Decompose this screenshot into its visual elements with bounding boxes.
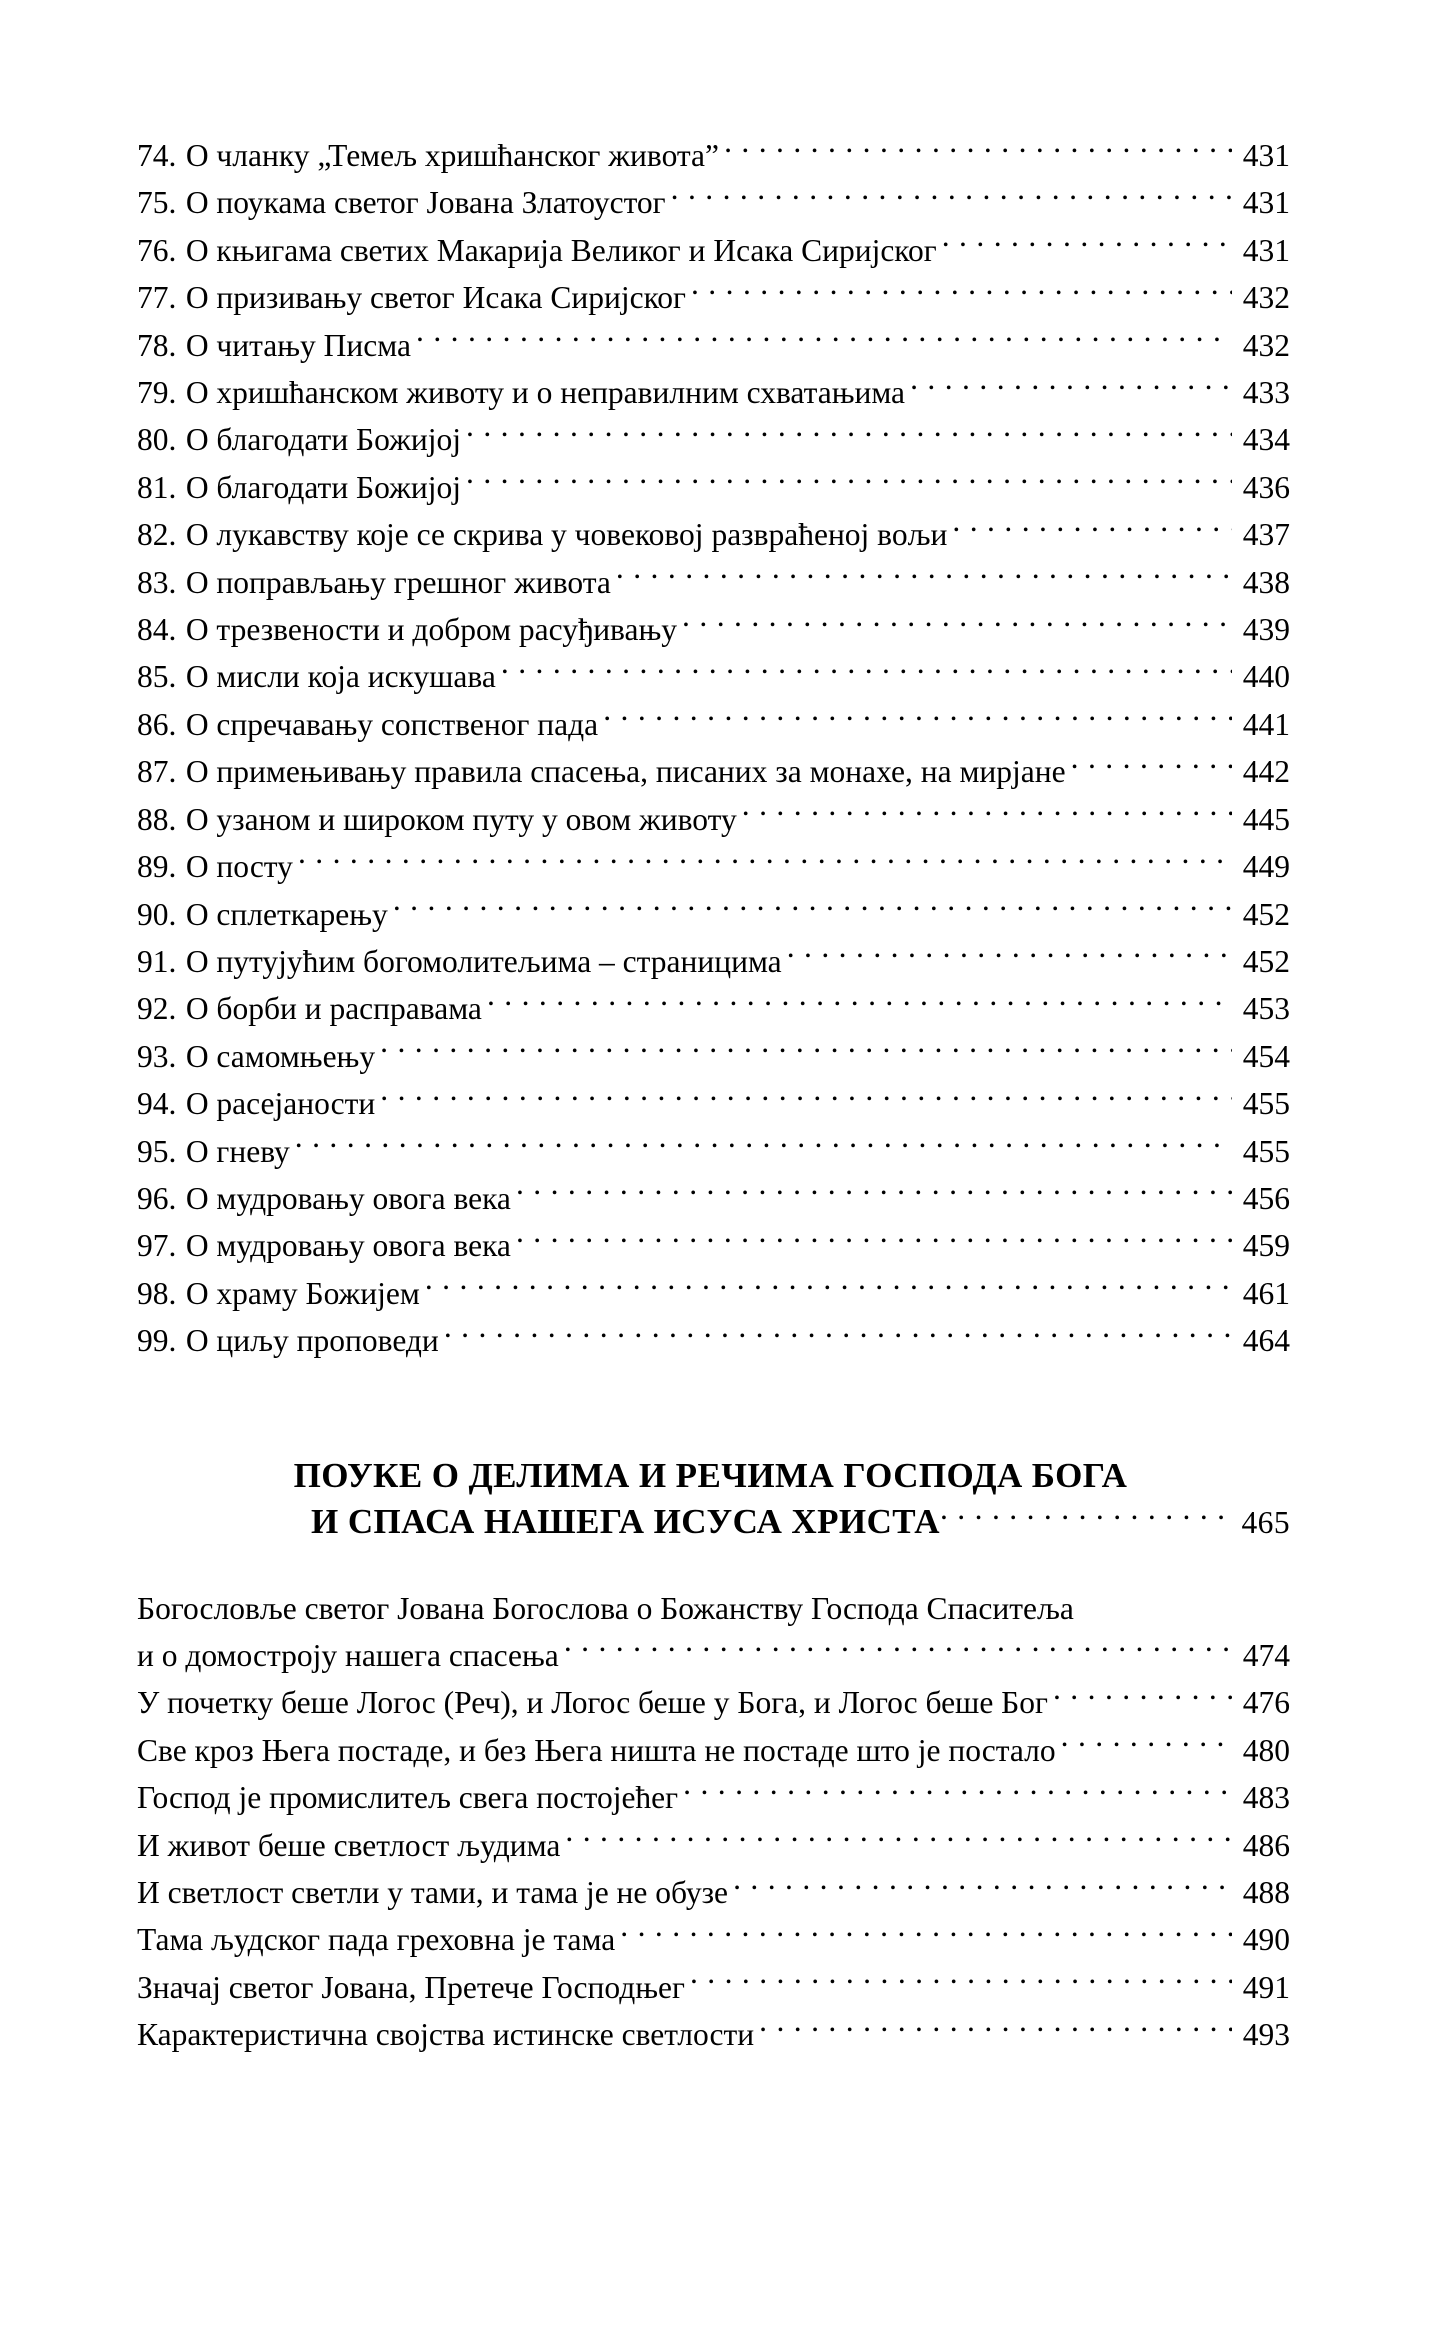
toc-entry-number: 78. <box>137 327 177 363</box>
toc-entry-number: 80. <box>137 422 177 458</box>
toc-entry-title: Све кроз Њега постаде, и без Њега ништа не постаде што је постало <box>137 1732 1056 1768</box>
toc-entry-page-number: 452 <box>1242 896 1290 932</box>
toc-entry-number: 93. <box>137 1038 177 1074</box>
toc-entry-title: О хришћанском животу и о неправилним схватањима <box>185 375 906 411</box>
toc-entry-title: И живот беше светлост људима <box>137 1827 561 1863</box>
leader-dots <box>416 324 1232 356</box>
toc-entry-title: и о домостроју нашега спасења <box>137 1637 559 1673</box>
toc-entry-page-number: 432 <box>1242 280 1290 316</box>
leader-dots <box>380 1083 1232 1115</box>
toc-entry <box>137 132 1290 179</box>
toc-entry-page-number: 488 <box>1242 1875 1290 1910</box>
toc-entry-number: 91. <box>137 943 177 979</box>
toc-entry <box>137 1822 1290 1869</box>
leader-dots <box>691 277 1232 309</box>
toc-entry <box>137 1222 1290 1269</box>
toc-entry <box>137 1679 1290 1726</box>
toc-entry-page-number: 445 <box>1242 801 1290 837</box>
leader-dots <box>295 1130 1232 1162</box>
toc-entry-title: О мисли која искушава <box>185 659 496 695</box>
leader-dots <box>733 1872 1232 1904</box>
toc-entry-number: 86. <box>137 706 177 742</box>
toc-entry-number: 82. <box>137 517 177 553</box>
toc-entry-title: О благодати Божијој <box>185 422 461 458</box>
toc-entry-page-number: 455 <box>1242 1086 1290 1122</box>
part-heading-line-2 <box>137 1498 1290 1545</box>
toc-entry-page-number: 438 <box>1242 564 1290 600</box>
toc-entry-title: Тама људског пада греховна је тама <box>137 1922 616 1958</box>
toc-entry-page-number: 439 <box>1242 612 1290 648</box>
leader-dots <box>393 893 1232 925</box>
toc-entry-title: О спречавању сопственог пада <box>185 706 599 742</box>
toc-entry-page-number: 459 <box>1242 1228 1290 1264</box>
toc-entry-page-number: 493 <box>1242 2017 1290 2053</box>
leader-dots <box>616 561 1232 593</box>
toc-entry-number: 96. <box>137 1180 177 1216</box>
toc-entry-number: 83. <box>137 564 177 600</box>
toc-entry-page-number: 456 <box>1242 1180 1290 1216</box>
leader-dots <box>787 940 1232 972</box>
toc-entry-page-number: 452 <box>1242 943 1290 979</box>
leader-dots <box>516 1225 1232 1257</box>
toc-entry <box>137 1727 1290 1774</box>
toc-entry-page-number: 480 <box>1242 1732 1290 1768</box>
toc-entry-title: О чланку „Темељ хришћанског живота” <box>185 138 720 173</box>
toc-entry <box>137 843 1290 890</box>
toc-entry <box>137 891 1290 938</box>
toc-entry-number: 97. <box>137 1228 177 1264</box>
leader-dots <box>759 2014 1232 2046</box>
leader-dots <box>952 514 1232 546</box>
toc-entry-title: О лукавству које се скрива у човековој развраћеној вољи <box>185 517 948 553</box>
toc-entry <box>137 322 1290 369</box>
leader-dots <box>501 656 1232 688</box>
toc-entry-number: 87. <box>137 754 177 790</box>
toc-entry <box>137 1317 1290 1364</box>
leader-dots <box>298 846 1232 878</box>
toc-entry-title: О циљу проповеди <box>185 1323 439 1359</box>
part-heading-page-number: 465 <box>1241 1504 1290 1540</box>
leader-dots <box>1053 1682 1232 1714</box>
toc-entry-page-number: 431 <box>1242 138 1290 173</box>
leader-dots <box>910 372 1232 404</box>
toc-entry-title: О трезвености и добром расуђивању <box>185 612 678 648</box>
leader-dots <box>603 703 1232 735</box>
toc-entry <box>137 938 1290 985</box>
toc-entry <box>137 1128 1290 1175</box>
toc-entry-page-number: 433 <box>1242 375 1290 411</box>
toc-entry-page-number: 455 <box>1242 1133 1290 1169</box>
toc-entry-title: О књигама светих Макарија Великог и Исака Сиријског <box>185 232 937 268</box>
toc-entry-page-number: 434 <box>1242 422 1290 458</box>
leader-dots <box>1061 1729 1232 1761</box>
toc-entry-title: О расејаности <box>185 1086 376 1122</box>
numbered-toc-list <box>137 132 1290 1365</box>
toc-entry-page-number: 449 <box>1242 849 1290 885</box>
toc-entry-page-number: 464 <box>1242 1323 1290 1359</box>
leader-dots <box>683 1777 1232 1809</box>
toc-entry <box>137 559 1290 606</box>
leader-dots <box>444 1320 1232 1352</box>
leader-dots <box>380 1035 1232 1067</box>
toc-entry-number: 84. <box>137 612 177 648</box>
toc-entry-title: О призивању светог Исака Сиријског <box>185 280 686 316</box>
part-heading <box>137 1453 1290 1545</box>
toc-entry-number: 89. <box>137 849 177 885</box>
toc-entry-number: 74. <box>137 138 177 173</box>
toc-entry-page-number: 440 <box>1242 659 1290 695</box>
part-heading-line-1: ПОУКЕ О ДЕЛИМА И РЕЧИМА ГОСПОДА БОГА <box>293 1455 1128 1495</box>
toc-entry-title: О благодати Божијој <box>185 469 461 505</box>
subsection-toc-list <box>137 1585 1290 2059</box>
toc-entry <box>137 511 1290 558</box>
toc-entry <box>137 748 1290 795</box>
toc-entry-page-number: 442 <box>1242 754 1290 790</box>
toc-entry-title: О мудровању овога века <box>185 1228 511 1264</box>
subsection-entry-list <box>137 1679 1290 2058</box>
toc-entry-page-number: 476 <box>1242 1685 1290 1721</box>
leader-dots <box>682 609 1232 641</box>
toc-entry-number: 90. <box>137 896 177 932</box>
toc-entry-number: 75. <box>137 185 177 221</box>
toc-entry-page-number: 483 <box>1242 1780 1290 1816</box>
toc-entry <box>137 227 1290 274</box>
leader-dots <box>942 229 1232 261</box>
toc-entry-title: О гневу <box>185 1133 290 1169</box>
toc-entry-title: О храму Божијем <box>185 1275 420 1311</box>
toc-entry-line-1: Богословље светог Јована Богослова о Божанству Господа Спаситеља <box>137 1590 1074 1626</box>
toc-entry-title: О поправљању грешног живота <box>185 564 611 600</box>
toc-entry-number: 98. <box>137 1275 177 1311</box>
toc-entry <box>137 464 1290 511</box>
toc-entry-number: 79. <box>137 375 177 411</box>
toc-entry-number: 88. <box>137 801 177 837</box>
toc-entry-number: 76. <box>137 232 177 268</box>
toc-entry <box>137 1080 1290 1127</box>
toc-entry-title: У почетку беше Логос (Реч), и Логос беше у Бога, и Логос беше Бог <box>137 1685 1048 1721</box>
toc-entry-title: Значај светог Јована, Претече Господњег <box>137 1969 685 2005</box>
leader-dots <box>671 182 1232 214</box>
toc-entry-page-number: 437 <box>1242 517 1290 553</box>
toc-entry <box>137 701 1290 748</box>
toc-entry-title: О примењивању правила спасења, писаних за монахе, на мирјане <box>185 754 1066 790</box>
toc-entry-title: О путујућим богомолитељима – страницима <box>185 943 782 979</box>
toc-entry-page-number: 454 <box>1242 1038 1290 1074</box>
leader-dots <box>742 798 1232 830</box>
toc-entry-title: И светлост светли у тами, и тама је не обузе <box>137 1875 729 1910</box>
toc-entry-line-2 <box>137 1632 1290 1679</box>
toc-entry <box>137 606 1290 653</box>
toc-entry <box>137 1774 1290 1821</box>
leader-dots <box>516 1177 1232 1209</box>
toc-entry-page-number: 453 <box>1242 991 1290 1027</box>
toc-entry <box>137 179 1290 226</box>
toc-entry-page-number: 491 <box>1242 1969 1290 2005</box>
leader-dots <box>620 1919 1232 1951</box>
toc-entry <box>137 1175 1290 1222</box>
toc-entry-number: 94. <box>137 1086 177 1122</box>
toc-entry-number: 99. <box>137 1323 177 1359</box>
toc-entry-title: О посту <box>185 849 293 885</box>
leader-dots <box>940 1498 1231 1533</box>
toc-entry-title: О мудровању овога века <box>185 1180 511 1216</box>
toc-entry <box>137 1964 1290 2011</box>
toc-entry <box>137 1869 1290 1916</box>
toc-entry <box>137 985 1290 1032</box>
toc-entry-number: 95. <box>137 1133 177 1169</box>
leader-dots <box>425 1272 1232 1304</box>
toc-entry-title: О поукама светог Јована Златоустог <box>185 185 666 221</box>
leader-dots <box>1071 751 1232 783</box>
leader-dots <box>564 1634 1232 1666</box>
toc-entry-title: О читању Писма <box>185 327 411 363</box>
toc-entry-number: 81. <box>137 469 177 505</box>
toc-entry-title: О сплеткарењу <box>185 896 388 932</box>
toc-entry-title: Господ је промислитељ свега постојећег <box>137 1780 679 1816</box>
toc-entry-title: О самомњењу <box>185 1038 376 1074</box>
toc-entry-title: О узаном и широком путу у овом животу <box>185 801 737 837</box>
leader-dots <box>565 1824 1232 1856</box>
toc-entry-page-number: 431 <box>1242 232 1290 268</box>
toc-entry <box>137 1033 1290 1080</box>
leader-dots <box>724 135 1232 167</box>
part-heading-line-2-text: И СПАСА НАШЕГА ИСУСА ХРИСТА <box>311 1501 940 1541</box>
toc-entry-page-number: 461 <box>1242 1275 1290 1311</box>
toc-entry-page-number: 432 <box>1242 327 1290 363</box>
toc-entry <box>137 416 1290 463</box>
toc-entry-page-number: 441 <box>1242 706 1290 742</box>
toc-entry-page-number: 436 <box>1242 469 1290 505</box>
toc-entry <box>137 1916 1290 1963</box>
toc-entry <box>137 274 1290 321</box>
leader-dots <box>690 1966 1232 1998</box>
toc-entry-wrapped <box>137 1585 1290 1680</box>
toc-entry-title: Карактеристична својства истинске светлости <box>137 2017 755 2053</box>
toc-entry-number: 92. <box>137 991 177 1027</box>
toc-entry-page-number: 431 <box>1242 185 1290 221</box>
toc-entry <box>137 369 1290 416</box>
toc-entry-number: 77. <box>137 280 177 316</box>
toc-entry-title: О борби и расправама <box>185 991 482 1027</box>
toc-entry-number: 85. <box>137 659 177 695</box>
toc-entry <box>137 1270 1290 1317</box>
toc-entry-page-number: 486 <box>1242 1827 1290 1863</box>
toc-entry <box>137 653 1290 700</box>
leader-dots <box>466 466 1232 498</box>
leader-dots <box>466 419 1232 451</box>
toc-entry-page-number: 474 <box>1242 1637 1290 1673</box>
toc-entry <box>137 2011 1290 2058</box>
toc-entry <box>137 796 1290 843</box>
toc-entry-page-number: 490 <box>1242 1922 1290 1958</box>
leader-dots <box>487 988 1232 1020</box>
